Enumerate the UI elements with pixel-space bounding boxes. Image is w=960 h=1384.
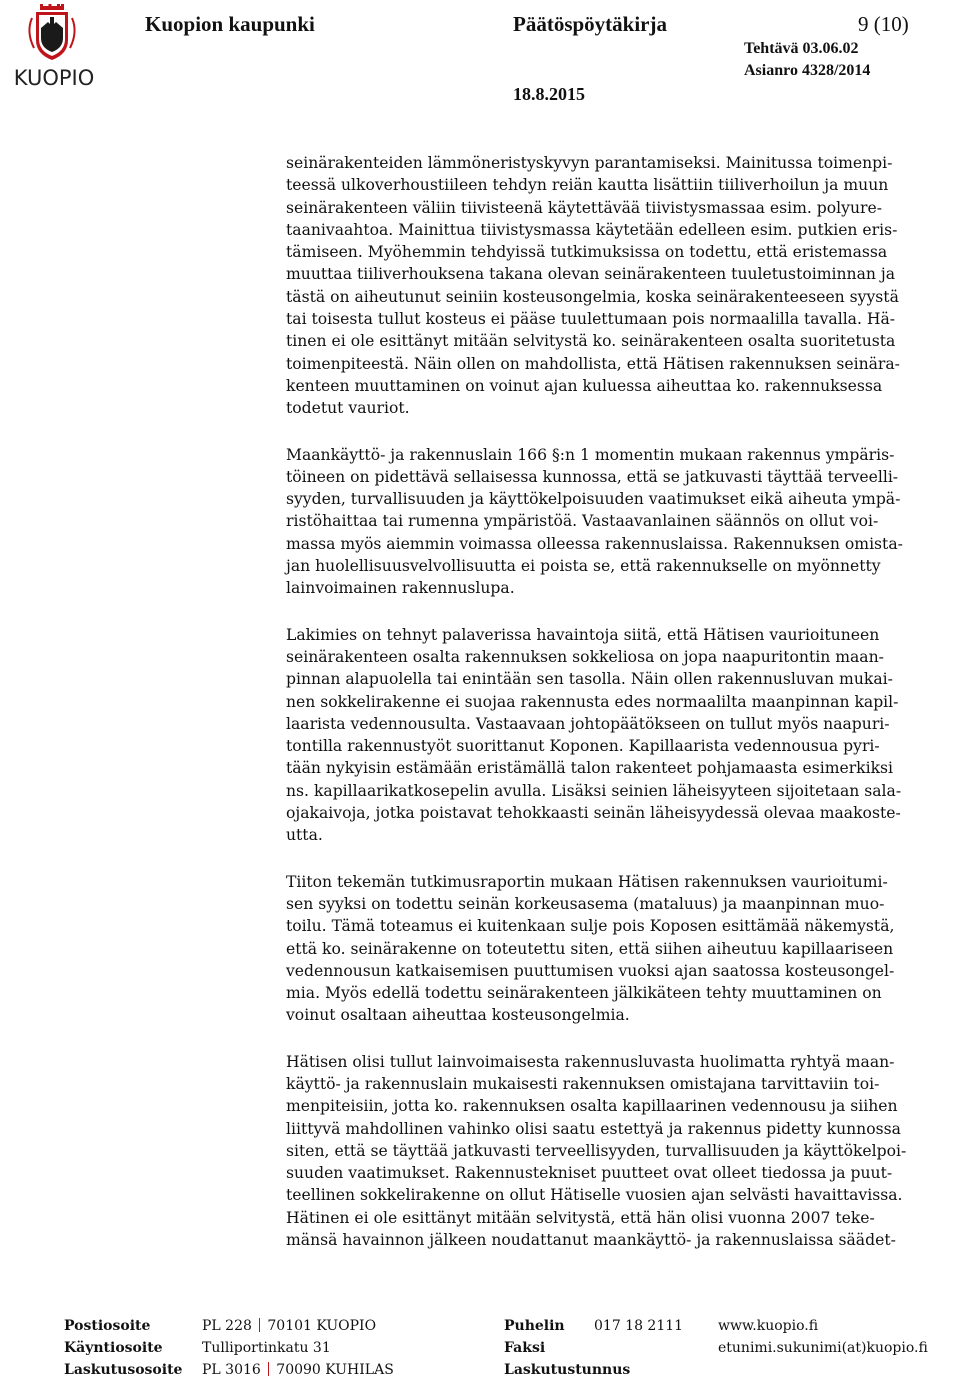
separator bbox=[259, 1318, 261, 1332]
text-line: tai toisesta tullut kosteus ei pääse tuulettumaan pois normaalilla tavalla. Hä- bbox=[286, 310, 896, 329]
document-type: Päätöspöytäkirja bbox=[513, 12, 667, 36]
postal-address bbox=[202, 1318, 376, 1334]
text-line: Tiiton tekemän tutkimusraportin mukaan Hätisen rakennuksen vaurioitumi- bbox=[286, 872, 888, 891]
text-line: lainvoimainen rakennuslupa. bbox=[286, 579, 515, 598]
text-line: teellinen sokkelirakenne on ollut Hätiselle vuosien ajan selvästi havaittavissa. bbox=[286, 1186, 903, 1205]
text-line: ns. kapillaarikatkosepelin avulla. Lisäksi seinien läheisyyteen sijoitetaan sala- bbox=[286, 781, 902, 800]
text-line: mänsä havainnon jälkeen noudattanut maankäyttö- ja rakennuslaissa säädet- bbox=[286, 1231, 896, 1250]
text-line: vedennousun katkaisemisen puuttumisen vuoksi ajan saatossa kosteusongel- bbox=[286, 961, 895, 980]
separator bbox=[268, 1362, 270, 1376]
phone-number: 017 18 2111 bbox=[594, 1318, 684, 1334]
text-line: utta. bbox=[286, 826, 323, 845]
coat-of-arms-icon bbox=[4, 4, 100, 68]
text-line: tästä on aiheutunut seiniin kosteusongelmia, koska seinärakenteeseen syystä bbox=[286, 287, 899, 306]
text-line: laarista vedennousulta. Vastaavaan johtopäätökseen on tullut myös naapuri- bbox=[286, 714, 890, 733]
billing-label: Laskutusosoite bbox=[64, 1362, 183, 1378]
text-line: pinnan alapuolella tai enintään sen tasolla. Näin ollen rakennusluvan mukai- bbox=[286, 670, 893, 689]
text-line: muuttaa tiiliverhouksena takana olevan seinärakenteen tuuletustoiminnan ja bbox=[286, 265, 895, 284]
text-line: nen sokkelirakenne ei suojaa rakennusta edes normaalilta maanpinnan kapil- bbox=[286, 692, 899, 711]
paragraph bbox=[286, 1051, 954, 1252]
visit-address: Tulliportinkatu 31 bbox=[202, 1340, 331, 1356]
text-line: voinut osaltaan aiheuttaa kosteusongelmia. bbox=[286, 1006, 630, 1025]
footer-row-postal bbox=[64, 1318, 954, 1340]
logo-wordmark: KUOPIO bbox=[13, 66, 95, 90]
text-line: toimenpiteestä. Näin ollen on mahdollista, että Hätisen rakennuksen seinära- bbox=[286, 354, 900, 373]
organization-name: Kuopion kaupunki bbox=[145, 12, 315, 36]
text-line: teessä ulkoverhoustiileen tehdyn reiän kautta lisättiin tiiliverhoilun ja muun bbox=[286, 176, 889, 195]
text-line: Hätinen ei ole esittänyt mitään selvitystä, että hän olisi vuonna 2007 teke- bbox=[286, 1208, 875, 1227]
text-line: töineen on pidettävä sellaisessa kunnossa, että se jatkuvasti täyttää terveelli- bbox=[286, 467, 899, 486]
text-line: siten, että se täyttää jatkuvasti terveellisyyden, turvallisuuden ja käyttökelpoi- bbox=[286, 1141, 907, 1160]
text-line: Hätisen olisi tullut lainvoimaisesta rakennusluvasta huolimatta ryhtyä maan- bbox=[286, 1052, 895, 1071]
text-line: ojakaivoja, jotka poistavat tehokkaasti seinän läheisyydessä olevaa maakoste- bbox=[286, 804, 901, 823]
kuopio-logo bbox=[4, 4, 100, 94]
paragraph bbox=[286, 152, 954, 420]
text-line: Lakimies on tehnyt palaverissa havaintoja siitä, että Hätisen vaurioituneen bbox=[286, 625, 880, 644]
text-line: todetut vauriot. bbox=[286, 399, 410, 418]
billing-box: PL 3016 bbox=[202, 1362, 261, 1378]
text-line: että ko. seinärakenne on toteutettu siten, että siihen aiheutuu kapillaariseen bbox=[286, 939, 894, 958]
text-line: Maankäyttö- ja rakennuslain 166 §:n 1 momentin mukaan rakennus ympäris- bbox=[286, 445, 895, 464]
billing-code: 70090 KUHILAS bbox=[276, 1362, 394, 1378]
case-number: Asianro 4328/2014 bbox=[744, 62, 871, 79]
document-date: 18.8.2015 bbox=[513, 84, 585, 104]
postal-box: PL 228 bbox=[202, 1318, 252, 1334]
text-line: seinärakenteiden lämmöneristyskyvyn parantamiseksi. Mainitussa toimenpi- bbox=[286, 154, 893, 172]
page-number: 9 (10) bbox=[858, 12, 909, 36]
task-number: Tehtävä 03.06.02 bbox=[744, 40, 859, 57]
email-link[interactable]: etunimi.sukunimi(at)kuopio.fi bbox=[718, 1340, 928, 1356]
text-line: tään nykyisin estämään eristämällä talon rakenteet pohjamaasta esimerkiksi bbox=[286, 759, 894, 778]
text-line: massa myös aiemmin voimassa olleessa rakennuslaissa. Rakennuksen omista- bbox=[286, 534, 903, 553]
text-line: syyden, turvallisuuden ja käyttökelpoisuuden vaatimukset eikä aiheuta ympä- bbox=[286, 490, 901, 509]
paragraph bbox=[286, 444, 954, 600]
text-line: liittyvä mahdollinen vahinko olisi saatu estettyä ja rakennus pidetty kunnossa bbox=[286, 1119, 901, 1138]
visit-label: Käyntiosoite bbox=[64, 1340, 163, 1356]
text-line: mia. Myös edellä todettu seinärakenteen jälkikäteen tehty muuttaminen on bbox=[286, 984, 882, 1003]
footer-row-visit bbox=[64, 1340, 954, 1362]
text-line: jan huolellisuusvelvollisuutta ei poista se, että rakennukselle on myönnetty bbox=[286, 557, 881, 576]
text-line: sen syyksi on todettu seinän korkeusasema (mataluus) ja maanpinnan muo- bbox=[286, 894, 885, 913]
text-line: menpiteisiin, jotta ko. rakennuksen osalta kapillaarinen vedennousu ja siihen bbox=[286, 1097, 898, 1116]
text-line: seinärakenteen osalta rakennuksen sokkeliosa on jopa naapuritontin maan- bbox=[286, 647, 884, 666]
billing-id-label: Laskutustunnus bbox=[504, 1362, 631, 1378]
fax-label: Faksi bbox=[504, 1340, 546, 1356]
text-line: käyttö- ja rakennuslain mukaisesti rakennuksen omistajana tarvittaviin toi- bbox=[286, 1074, 880, 1093]
text-line: ristöhaittaa tai rumenna ympäristöä. Vastaavanlainen säännös on ollut voi- bbox=[286, 512, 879, 531]
text-line: tinen ei ole esittänyt mitään selvitystä ko. seinärakenteen osalta suoritetusta bbox=[286, 332, 896, 351]
billing-address bbox=[202, 1362, 394, 1378]
text-line: tontilla rakennustyöt suorittanut Koponen. Kapillaarista vedennousua pyri- bbox=[286, 737, 880, 756]
paragraph bbox=[286, 871, 954, 1027]
text-line: toilu. Tämä toteamus ei kuitenkaan sulje pois Koposen esittämää näkemystä, bbox=[286, 917, 895, 936]
document-body bbox=[286, 152, 954, 1275]
website-link[interactable]: www.kuopio.fi bbox=[718, 1318, 819, 1334]
paragraph bbox=[286, 624, 954, 847]
postal-code: 70101 KUOPIO bbox=[267, 1318, 377, 1334]
text-line: tämiseen. Myöhemmin tehdyissä tutkimuksissa on todettu, että eristemassa bbox=[286, 243, 888, 262]
phone-label: Puhelin bbox=[504, 1318, 565, 1334]
postal-label: Postiosoite bbox=[64, 1318, 151, 1334]
text-line: suuden vaatimukset. Rakennustekniset puutteet ovat olleet tiedossa ja puut- bbox=[286, 1164, 893, 1183]
text-line: kenteen muuttaminen on voinut ajan kuluessa aiheuttaa ko. rakennuksessa bbox=[286, 376, 883, 395]
text-line: seinärakenteen väliin tiivisteenä käytettävää tiivistysmassaa esim. polyure- bbox=[286, 198, 882, 217]
text-line: taanivaahtoa. Mainittua tiivistysmassa käytetään edelleen esim. putkien eris- bbox=[286, 220, 898, 239]
